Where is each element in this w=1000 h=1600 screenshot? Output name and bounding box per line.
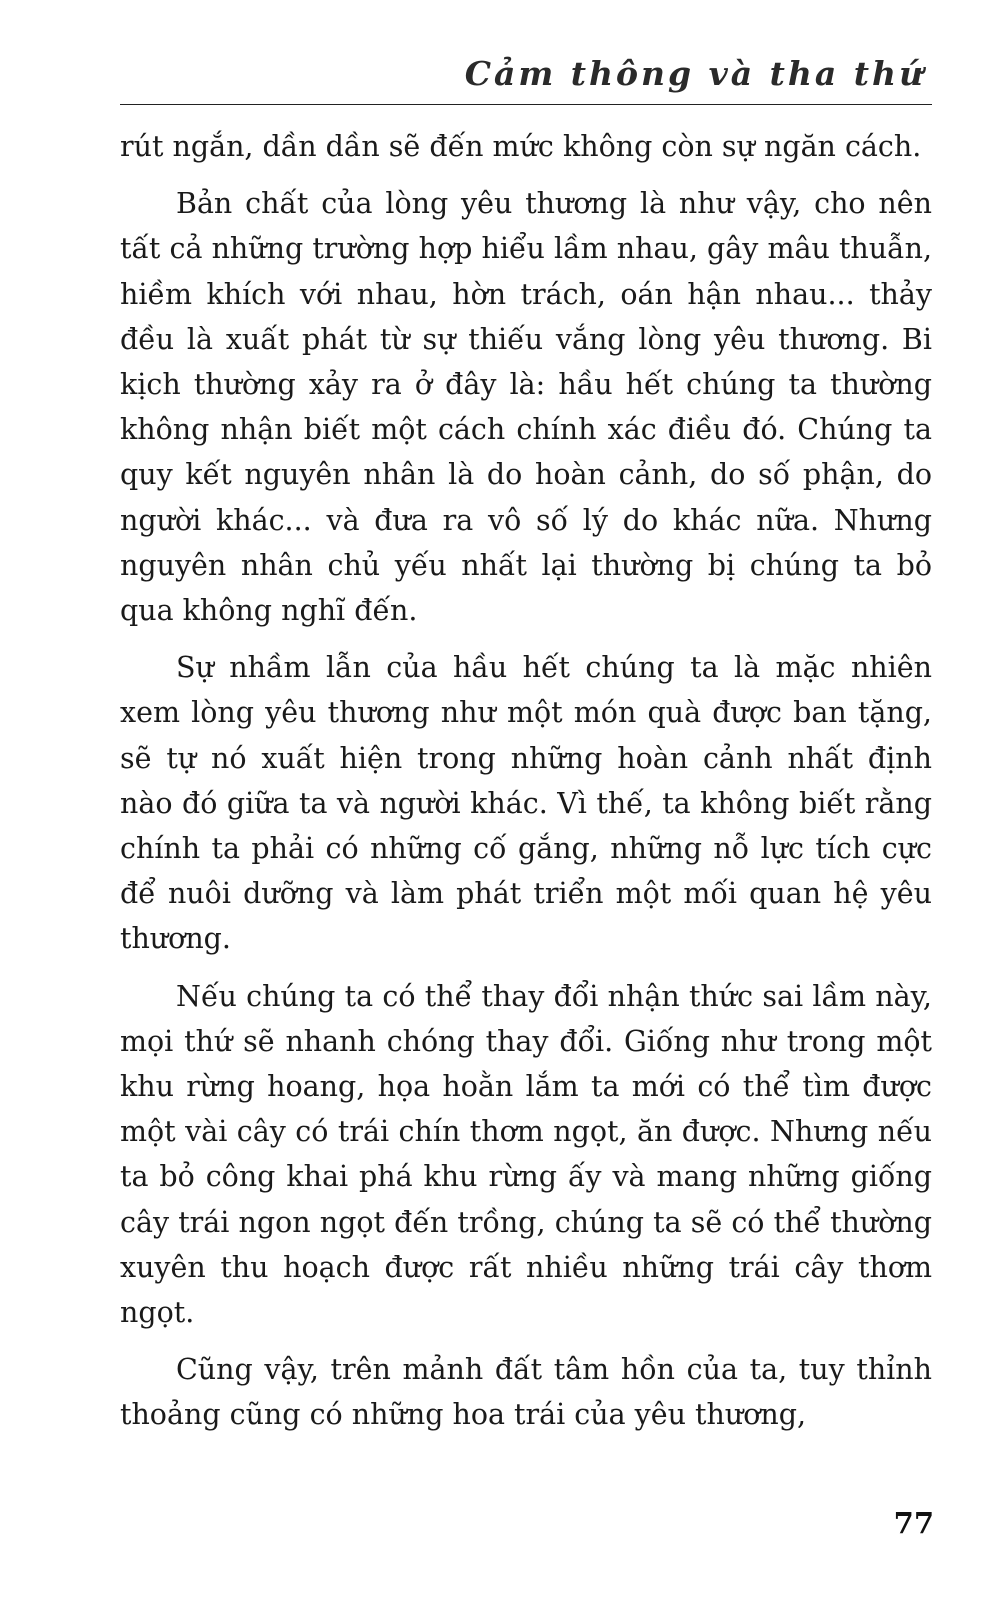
body-text — [120, 124, 932, 1438]
running-title: Cảm thông và tha thứ — [464, 54, 926, 93]
paragraph: Cũng vậy, trên mảnh đất tâm hồn của ta, tuy thỉnh thoảng cũng có những hoa trái của yêu thương, — [120, 1353, 932, 1432]
paragraph-continuation: rút ngắn, dần dần sẽ đến mức không còn sự ngăn cách. — [120, 130, 922, 163]
page-number: 77 — [893, 1506, 934, 1540]
paragraph: Bản chất của lòng yêu thương là như vậy, cho nên tất cả những trường hợp hiểu lầm nhau, gây mâu thuẫn, hiềm khích với nhau, hờn trách, oán hận nhau... thảy đều là xuất phát từ sự thiếu vắng lòng yêu thương. Bi kịch thường xảy ra ở đây là: hầu hết chúng ta thường không nhận biết một cách chính xác điều đó. Chúng ta quy kết nguyên nhân là do hoàn cảnh, do số phận, do người khác... và đưa ra vô số lý do khác nữa. Nhưng nguyên nhân chủ yếu nhất lại thường bị chúng ta bỏ qua không nghĩ đến. — [120, 187, 932, 628]
running-header — [120, 54, 932, 105]
paragraph: Nếu chúng ta có thể thay đổi nhận thức sai lầm này, mọi thứ sẽ nhanh chóng thay đổi. Giống như trong một khu rừng hoang, họa hoằn lắm ta mới có thể tìm được một vài cây có trái chín thơm ngọt, ăn được. Nhưng nếu ta bỏ công khai phá khu rừng ấy và mang những giống cây trái ngon ngọt đến trồng, chúng ta sẽ có thể thường xuyên thu hoạch được rất nhiều những trái cây thơm ngọt. — [120, 979, 932, 1330]
paragraph: Sự nhầm lẫn của hầu hết chúng ta là mặc nhiên xem lòng yêu thương như một món quà được ban tặng, sẽ tự nó xuất hiện trong những hoàn cảnh nhất định nào đó giữa ta và người khác. Vì thế, ta không biết rằng chính ta phải có những cố gắng, những nỗ lực tích cực để nuôi dưỡng và làm phát triển một mối quan hệ yêu thương. — [120, 651, 932, 956]
